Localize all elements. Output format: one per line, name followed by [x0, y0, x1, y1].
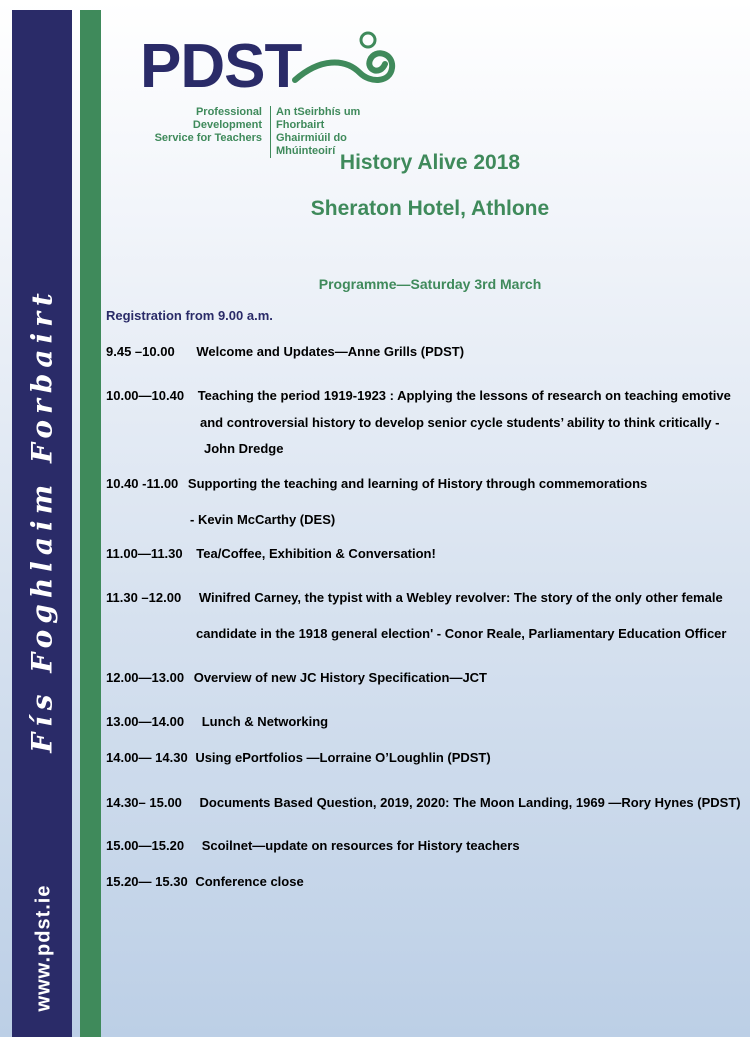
- schedule-item: [106, 344, 464, 359]
- schedule-item: [106, 546, 436, 561]
- schedule-time: 15.00—15.20: [106, 838, 185, 853]
- schedule-item: [106, 750, 491, 765]
- schedule-time: 12.00—13.00: [106, 670, 185, 685]
- schedule-time: 14.30– 15.00: [106, 795, 182, 810]
- schedule-item: [106, 670, 487, 685]
- schedule-text-cont: - Kevin McCarthy (DES): [190, 512, 336, 527]
- schedule-item: [106, 714, 328, 729]
- green-side-bar: [80, 10, 101, 1037]
- schedule-text: Scoilnet—update on resources for History teachers: [201, 838, 520, 853]
- schedule-item: [106, 590, 723, 605]
- schedule-text-cont: John Dredge: [204, 441, 284, 456]
- schedule-item: [106, 838, 520, 853]
- schedule-text: Welcome and Updates—Anne Grills (PDST): [196, 344, 465, 359]
- schedule-item: [106, 874, 304, 889]
- logo-sub-line: Service for Teachers: [154, 132, 262, 144]
- schedule-text: Overview of new JC History Specification—JCT: [193, 670, 488, 685]
- schedule-item: [106, 388, 731, 403]
- schedule-time: 11.00—11.30: [106, 546, 183, 561]
- schedule-time: 14.00— 14.30: [106, 750, 188, 765]
- pdst-logo: [140, 30, 400, 157]
- schedule-time: 10.00—10.40: [106, 388, 185, 403]
- schedule-time: 11.30 –12.00: [106, 590, 182, 605]
- schedule-text: Conference close: [195, 874, 304, 889]
- sidebar-motto: Fís Foghlaim Forbairt: [25, 287, 59, 753]
- logo-subtitle-english: [140, 106, 262, 145]
- event-title: History Alive 2018: [339, 151, 521, 174]
- event-venue: Sheraton Hotel, Athlone: [310, 197, 550, 220]
- schedule-time: 9.45 –10.00: [106, 344, 175, 359]
- sidebar-url: www.pdst.ie: [32, 884, 55, 1012]
- schedule-time: 15.20— 15.30: [106, 874, 188, 889]
- schedule-text: Teaching the period 1919-1923 : Applying the lessons of research on teaching emotive: [197, 388, 731, 403]
- logo-sub-line: Professional Development: [192, 106, 262, 131]
- schedule-time: 10.40 -11.00: [106, 476, 179, 491]
- schedule-text-cont: candidate in the 1918 general election' - Conor Reale, Parliamentary Education Officer: [196, 626, 727, 641]
- schedule-text: Using ePortfolios —Lorraine O’Loughlin (PDST): [195, 750, 491, 765]
- logo-sub-line: Ghairmiúil do Mhúinteoirí: [276, 132, 347, 157]
- schedule-text: Lunch & Networking: [201, 714, 329, 729]
- schedule-item: [106, 476, 647, 491]
- schedule-item: [106, 795, 741, 810]
- schedule-time: 13.00—14.00: [106, 714, 185, 729]
- schedule-text: Tea/Coffee, Exhibition & Conversation!: [196, 546, 436, 561]
- schedule-text: Documents Based Question, 2019, 2020: The Moon Landing, 1969 —Rory Hynes (PDST): [199, 795, 741, 810]
- schedule-text: Supporting the teaching and learning of History through commemorations: [187, 476, 648, 491]
- logo-letters: PDST: [140, 32, 302, 101]
- logo-sub-line: An tSeirbhís um Fhorbairt: [276, 106, 361, 131]
- schedule-text: Winifred Carney, the typist with a Webley revolver: The story of the only other female: [198, 590, 723, 605]
- swirl-icon: [290, 28, 400, 98]
- registration-time: Registration from 9.00 a.m.: [106, 308, 273, 323]
- schedule-text-cont: and controversial history to develop senior cycle students’ ability to think critically -: [200, 415, 720, 430]
- programme-heading: Programme—Saturday 3rd March: [318, 276, 542, 292]
